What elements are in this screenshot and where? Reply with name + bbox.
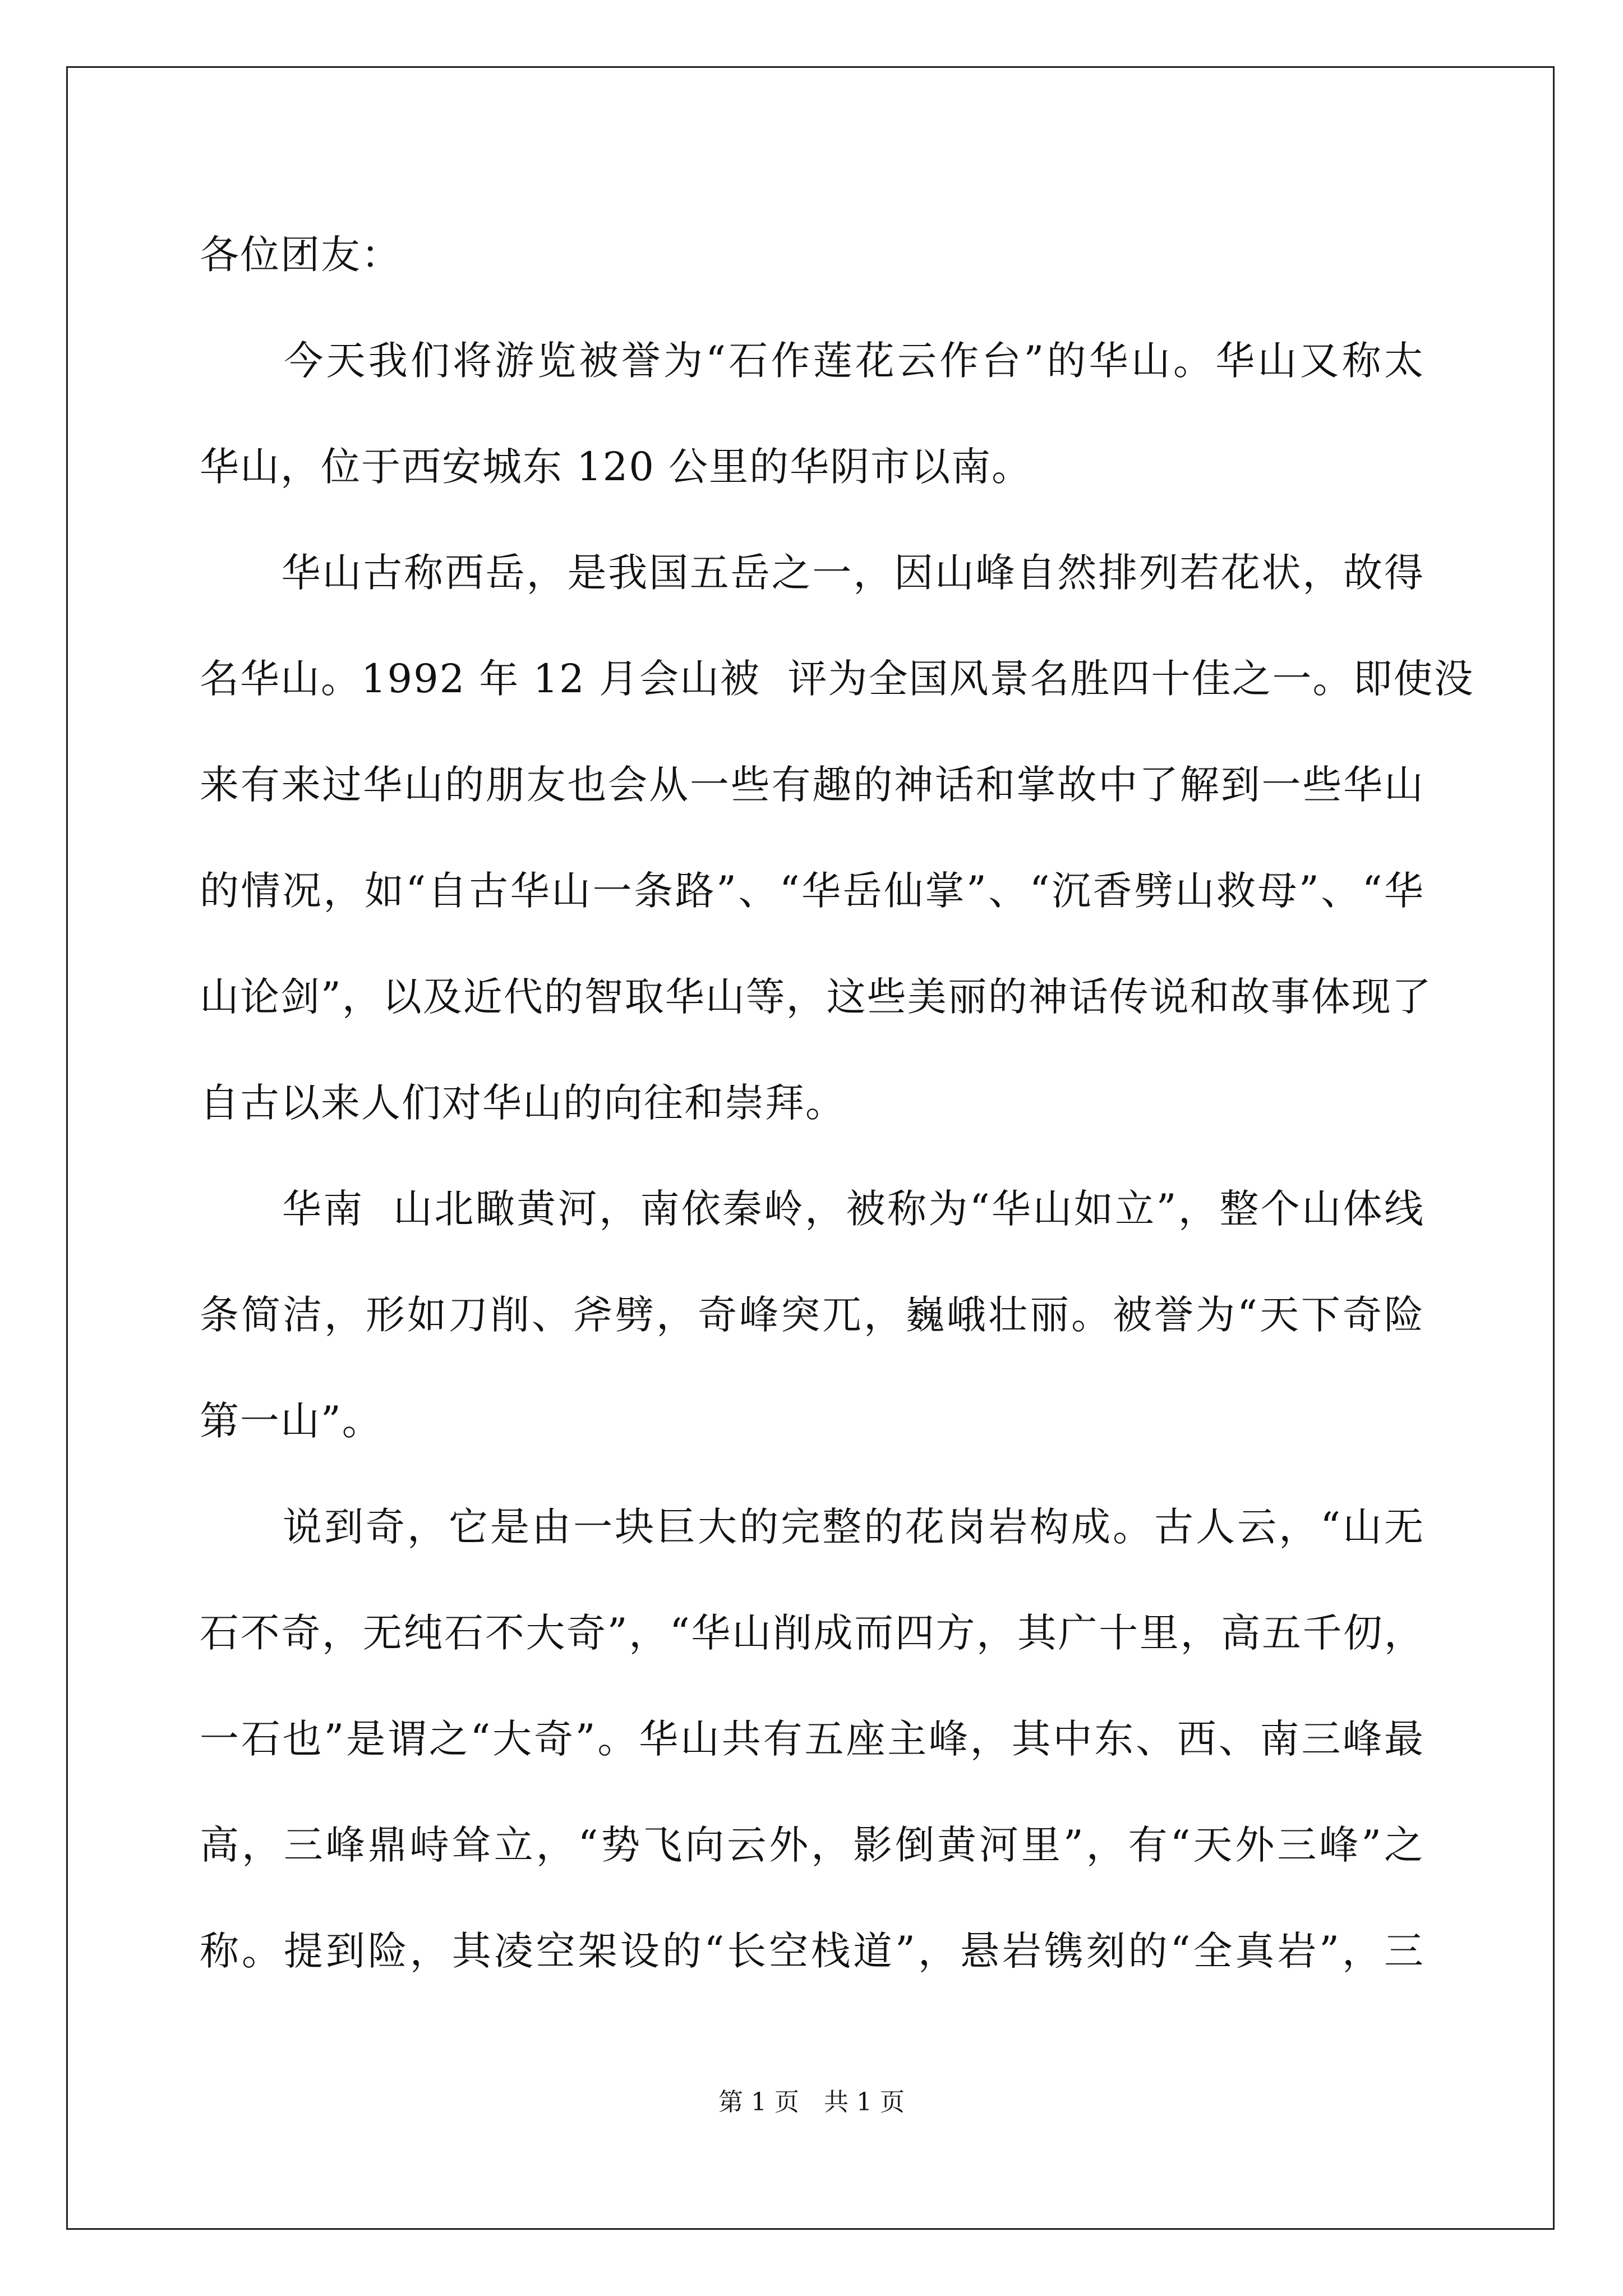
text-line: 华山古称西岳，是我国五岳之一，因山峰自然排列若花状，故得 <box>200 550 1424 596</box>
page-footer <box>0 2086 1623 2119</box>
greeting-line: 各位团友： <box>200 232 402 278</box>
text-line: 今天我们将游览被誉为“石作莲花云作台”的华山。华山又称太 <box>200 338 1424 384</box>
text-line: 条简洁，形如刀削、斧劈，奇峰突兀，巍峨壮丽。被誉为“天下奇险 <box>200 1292 1424 1338</box>
text-line: 来有来过华山的朋友也会从一些有趣的神话和掌故中了解到一些华山 <box>200 762 1424 808</box>
page-total: 共 1 页 <box>824 2088 905 2116</box>
page-number: 第 1 页 <box>718 2088 799 2116</box>
text-line: 说到奇，它是由一块巨大的完整的花岗岩构成。古人云，“山无 <box>200 1504 1424 1550</box>
text-line: 华南 山北瞰黄河，南依秦岭，被称为“华山如立”，整个山体线 <box>200 1186 1424 1232</box>
text-line: 华山，位于西安城东 120 公里的华阴市以南。 <box>200 444 1032 490</box>
text-line: 石不奇，无纯石不大奇”，“华山削成而四方，其广十里，高五千仞， <box>200 1610 1424 1656</box>
text-line: 自古以来人们对华山的向往和崇拜。 <box>200 1080 846 1126</box>
text-line: 的情况，如“自古华山一条路”、“华岳仙掌”、“沉香劈山救母”、“华 <box>200 868 1424 914</box>
text-line: 一石也”是谓之“大奇”。华山共有五座主峰，其中东、西、南三峰最 <box>200 1716 1424 1762</box>
text-line: 第一山”。 <box>200 1398 382 1444</box>
text-line: 高，三峰鼎峙耸立，“势飞向云外，影倒黄河里”，有“天外三峰”之 <box>200 1822 1424 1868</box>
document-body <box>200 202 1474 2004</box>
text-line: 名华山。1992 年 12 月会山被 评为全国风景名胜四十佳之一。即使没 <box>200 656 1474 702</box>
text-line: 称。提到险，其凌空架设的“长空栈道”，悬岩镌刻的“全真岩”，三 <box>200 1928 1424 1974</box>
text-line: 山论剑”，以及近代的智取华山等，这些美丽的神话传说和故事体现了 <box>200 974 1432 1020</box>
